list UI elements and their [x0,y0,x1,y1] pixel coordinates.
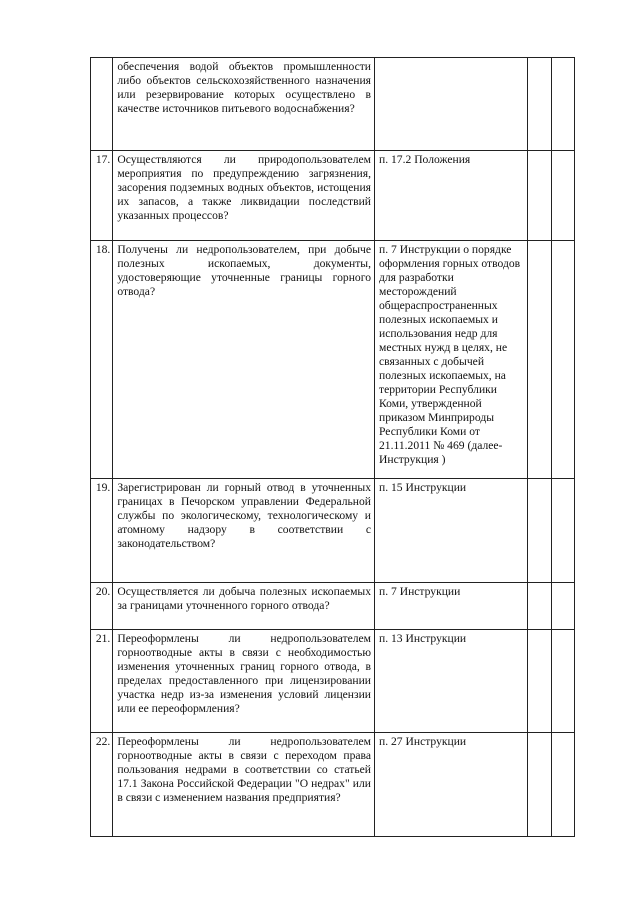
question-text: Переоформлены ли недропользователем горноотводные акты в связи с необходимостью изменения уточненных границ горного отвода, в пределах предоставленного при лицензировании участка недр из-за изменения условий лицензии или ее переоформления? [113,630,375,733]
reference-text: п. 13 Инструкции [375,630,528,733]
reference-text: п. 27 Инструкции [375,733,528,837]
reference-text: п. 7 Инструкции о порядке оформления горных отводов для разработки месторождений общераспространенных полезных ископаемых и использования недр для местных нужд в целях, не связанных с добычей полезных ископаемых, на территории Республики Коми, утвержденной приказом Минприроды Республики Коми от 21.11.2011 № 469 (далее- Инструкция ) [375,241,528,479]
question-text: Переоформлены ли недропользователем горноотводные акты в связи с переходом права пользования недрами в соответствии со статьей 17.1 Закона Российской Федерации "О недрах" или в связи с изменением названия предприятия? [113,733,375,837]
empty-cell [551,583,574,630]
empty-cell [551,630,574,733]
table-row [91,241,575,479]
empty-cell [551,241,574,479]
empty-cell [528,630,551,733]
row-number: 22. [91,733,113,837]
table-row [91,479,575,583]
empty-cell [528,241,551,479]
question-text: Зарегистрирован ли горный отвод в уточненных границах в Печорском управлении Федеральной службы по экологическому, технологическому и атомному надзору в соответствии с законодательством? [113,479,375,583]
question-text: Получены ли недропользователем, при добыче полезных ископаемых, документы, удостоверяющие уточненные границы горного отвода? [113,241,375,479]
row-number: 17. [91,151,113,241]
row-number [91,58,113,151]
empty-cell [551,479,574,583]
table-row [91,151,575,241]
empty-cell [528,479,551,583]
table-row [91,58,575,151]
empty-cell [551,58,574,151]
question-text: Осуществляются ли природопользователем мероприятия по предупреждению загрязнения, засорения подземных водных объектов, истощения их запасов, а также ликвидации последствий указанных процессов? [113,151,375,241]
row-number: 18. [91,241,113,479]
row-number: 20. [91,583,113,630]
empty-cell [551,733,574,837]
empty-cell [528,733,551,837]
reference-text: п. 7 Инструкции [375,583,528,630]
empty-cell [551,151,574,241]
question-text: обеспечения водой объектов промышленности либо объектов сельскохозяйственного назначения или резервирование которых осуществлено в качестве источников питьевого водоснабжения? [113,58,375,151]
reference-text: п. 17.2 Положения [375,151,528,241]
row-number: 19. [91,479,113,583]
requirements-table [90,57,575,837]
question-text: Осуществляется ли добыча полезных ископаемых за границами уточненного горного отвода? [113,583,375,630]
empty-cell [528,58,551,151]
empty-cell [528,583,551,630]
table-row [91,630,575,733]
row-number: 21. [91,630,113,733]
table-row [91,583,575,630]
reference-text: п. 15 Инструкции [375,479,528,583]
reference-text [375,58,528,151]
table-row [91,733,575,837]
empty-cell [528,151,551,241]
